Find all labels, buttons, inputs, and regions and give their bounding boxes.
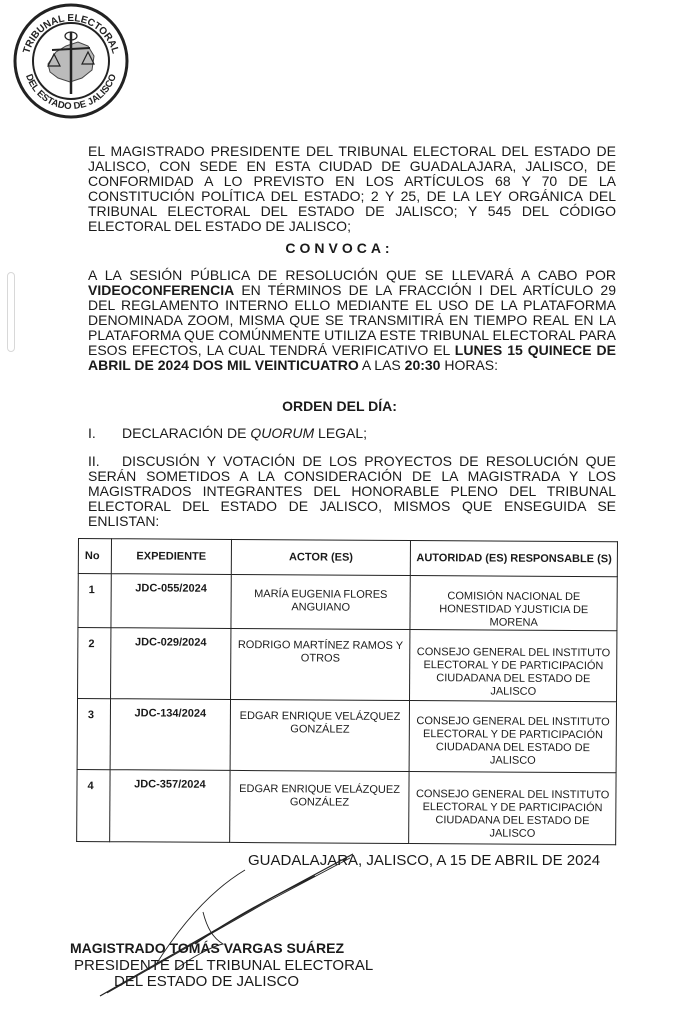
cell-actor: EDGAR ENRIQUE VELÁZQUEZ GONZÁLEZ [229, 770, 409, 843]
cell-autoridad: CONSEJO GENERAL DEL INSTITUTO ELECTORAL Y DE PARTICIPACIÓN CIUDADANA DEL ESTADO DE JALISCO [410, 630, 617, 702]
convoca-text-3: A LAS [358, 357, 405, 373]
intro-paragraph: EL MAGISTRADO PRESIDENTE DEL TRIBUNAL ELECTORAL DEL ESTADO DE JALISCO, CON SEDE EN ESTA CIUDAD DE GUADALAJARA, JALISCO, DE CONFORMIDAD A LO PREVISTO EN LOS ARTÍCULOS 68 Y 70 DE LA CONSTITUCIÓN POLÍTICA DEL ESTADO; 2 Y 25, DE LA LEY ORGÁNICA DEL TRIBUNAL ELECTORAL DEL ESTADO DE JALISCO; Y 545 DEL CÓDIGO ELECTORAL DEL ESTADO DE JALISCO; [88, 143, 616, 234]
orden-item-1-post: LEGAL; [314, 425, 368, 441]
header-autoridad: AUTORIDAD (ES) RESPONSABLE (S) [411, 541, 618, 577]
orden-item-2-text: DISCUSIÓN Y VOTACIÓN DE LOS PROYECTOS DE RESOLUCIÓN QUE SERÁN SOMETIDOS A LA CONSIDERACIÓN DE LA MAGISTRADA Y LOS MAGISTRADOS INTEGRANTES DEL HONORABLE PLENO DEL TRIBUNAL ELECTORAL DEL ESTADO DE JALISCO, MISMOS QUE ENSEGUIDA SE ENLISTAN: [88, 453, 616, 529]
cell-actor: EDGAR ENRIQUE VELÁZQUEZ GONZÁLEZ [230, 699, 410, 771]
cell-autoridad: CONSEJO GENERAL DEL INSTITUTO ELECTORAL Y DE PARTICIPACIÓN CIUDADANA DEL ESTADO DE JALISCO [409, 772, 616, 845]
cell-no: 2 [78, 628, 111, 699]
orden-item-1-number: I. [88, 425, 96, 441]
svg-text:TRIBUNAL ELECTORAL: TRIBUNAL ELECTORAL [21, 12, 121, 55]
signatory-name: MAGISTRADO TOMÁS VARGAS SUÁREZ [70, 940, 345, 956]
cell-actor: RODRIGO MARTÍNEZ RAMOS Y OTROS [230, 628, 410, 700]
convoca-bold-videoconferencia: VIDEOCONFERENCIA [88, 282, 235, 298]
table-header-row [78, 539, 617, 577]
convoca-bold-date: LUNES 15 QUINECE DE ABRIL DE 2024 DOS MIL VEINTICUATRO [88, 342, 616, 373]
table-row [77, 769, 616, 844]
cell-no: 4 [77, 769, 110, 841]
cell-no: 1 [78, 574, 111, 628]
convoca-text-2: EN TÉRMINOS DE LA FRACCIÓN I DEL ARTÍCULO 29 DEL REGLAMENTO INTERNO ELLO MEDIANTE EL USO DE LA PLATAFORMA DENOMINADA ZOOM, MISMA QUE SE TRANSMITIRÁ EN TIEMPO REAL EN LA PLATAFORMA QUE COMÚNMENTE UTILIZA ESTE TRIBUNAL ELECTORAL PARA ESOS EFECTOS, LA CUAL TENDRÁ VERIFICATIVO EL [88, 282, 616, 358]
handwritten-signature [95, 848, 365, 1003]
cell-autoridad: CONSEJO GENERAL DEL INSTITUTO ELECTORAL Y DE PARTICIPACIÓN CIUDADANA DEL ESTADO DE JALISCO [409, 701, 616, 773]
cell-no: 3 [77, 699, 110, 770]
table-row [78, 574, 617, 631]
signatory-role-line2: DEL ESTADO DE JALISCO [114, 973, 300, 990]
table-row [77, 699, 616, 773]
orden-item-2 [88, 454, 616, 529]
convoca-text-1: A LA SESIÓN PÚBLICA DE RESOLUCIÓN QUE SE LLEVARÁ A CABO POR [88, 267, 616, 283]
cell-expediente: JDC-055/2024 [111, 574, 231, 629]
header-actor: ACTOR (ES) [231, 539, 411, 575]
expedientes-table [76, 538, 618, 845]
tribunal-seal-logo [12, 2, 130, 120]
cell-expediente: JDC-134/2024 [110, 699, 230, 771]
convoca-text-4: HORAS: [440, 357, 499, 373]
orden-heading: ORDEN DEL DÍA: [282, 398, 397, 414]
header-expediente: EXPEDIENTE [111, 539, 231, 575]
svg-text:DEL ESTADO DE JALISCO: DEL ESTADO DE JALISCO [23, 72, 119, 113]
orden-item-1-pre: DECLARACIÓN DE [122, 425, 251, 441]
scrollbar[interactable] [7, 272, 15, 352]
cell-expediente: JDC-029/2024 [110, 628, 230, 700]
header-no: No [78, 539, 111, 574]
signatory-role-line1: PRESIDENTE DEL TRIBUNAL ELECTORAL [74, 957, 374, 974]
orden-item-1-italic: QUORUM [250, 425, 315, 441]
orden-item-1 [88, 426, 616, 441]
table-row [78, 628, 617, 702]
convoca-paragraph [88, 268, 616, 373]
cell-expediente: JDC-357/2024 [110, 770, 230, 843]
cell-autoridad: COMISIÓN NACIONAL DE HONESTIDAD YJUSTICIA DE MORENA [410, 576, 617, 631]
orden-item-2-number: II. [88, 453, 100, 469]
convoca-heading: CONVOCA: [285, 240, 394, 256]
place-date: GUADALAJARA, JALISCO, A 15 DE ABRIL DE 2024 [248, 852, 601, 869]
cell-actor: MARÍA EUGENIA FLORES ANGUIANO [231, 574, 411, 629]
convoca-bold-time: 20:30 [404, 357, 441, 373]
